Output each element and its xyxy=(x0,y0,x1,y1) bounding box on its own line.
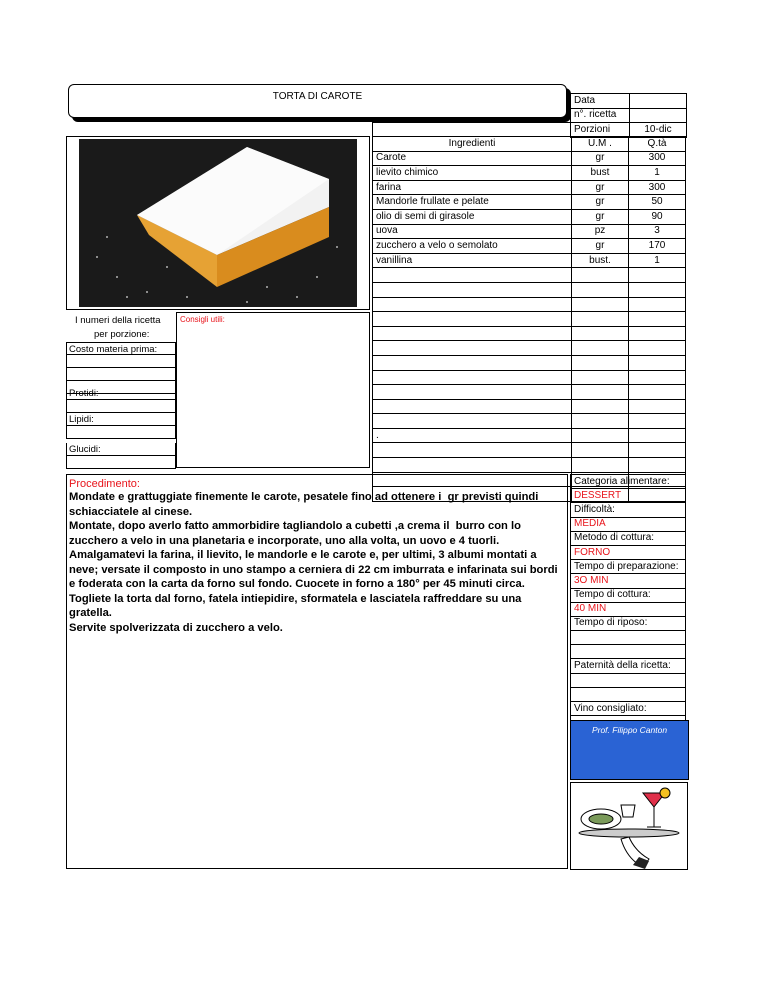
author-name: Prof. Filippo Canton xyxy=(591,725,668,735)
numeri-label-2: per porzione: xyxy=(94,329,150,340)
lipidi-label: Lipidi: xyxy=(66,413,176,426)
numeri-label-1: I numeri della ricetta xyxy=(75,315,161,326)
header-table xyxy=(570,93,687,138)
ingredient-row xyxy=(373,253,686,268)
numero-value xyxy=(630,108,687,123)
ingredient-unit: gr xyxy=(572,239,629,254)
ingredient-qty: 1 xyxy=(629,166,686,181)
ingredient-row xyxy=(373,151,686,166)
waiter-illustration-frame xyxy=(570,782,688,870)
ingredient-row xyxy=(373,239,686,254)
header-spacer xyxy=(372,122,571,137)
consigli-box xyxy=(176,312,370,468)
cake-photo xyxy=(67,137,369,309)
ingredient-name: zucchero a velo o semolato xyxy=(373,239,572,254)
glucidi-label: Glucidi: xyxy=(66,443,176,456)
prep-value: 3O MIN xyxy=(571,574,686,588)
ingredient-name: Mandorle frullate e pelate xyxy=(373,195,572,210)
protidi-label: Protidi: xyxy=(66,387,176,400)
recipe-photo-frame xyxy=(66,136,370,310)
ingredient-unit: gr xyxy=(572,151,629,166)
difficolta-label: Difficoltà: xyxy=(571,503,686,517)
difficolta-value: MEDIA xyxy=(571,517,686,531)
ingredient-qty: 300 xyxy=(629,180,686,195)
ingredient-row xyxy=(373,209,686,224)
ingredient-name: lievito chimico xyxy=(373,166,572,181)
ingredient-name: vanillina xyxy=(373,253,572,268)
recipe-title-box xyxy=(68,84,567,118)
ingredient-name: uova xyxy=(373,224,572,239)
ingredient-qty: 1 xyxy=(629,253,686,268)
ingredient-unit: gr xyxy=(572,180,629,195)
riposo-label: Tempo di riposo: xyxy=(571,616,686,630)
ingredient-unit: bust xyxy=(572,166,629,181)
metodo-label: Metodo di cottura: xyxy=(571,531,686,545)
ingredient-unit: gr xyxy=(572,195,629,210)
ingredient-name: Carote xyxy=(373,151,572,166)
ingredient-qty: 50 xyxy=(629,195,686,210)
categoria-value: DESSERT xyxy=(571,489,686,503)
ingredient-name: farina xyxy=(373,180,572,195)
ingredients-header-qty: Q.tà xyxy=(629,137,686,152)
ingredient-qty: 3 xyxy=(629,224,686,239)
porzioni-label: Porzioni xyxy=(571,123,630,138)
metodo-value: FORNO xyxy=(571,545,686,559)
ingredient-row xyxy=(373,180,686,195)
ingredient-row xyxy=(373,195,686,210)
numero-label: n°. ricetta xyxy=(571,108,630,123)
categoria-label: Categoria alimentare: xyxy=(571,475,686,489)
cottura-label: Tempo di cottura: xyxy=(571,588,686,602)
procedimento-box xyxy=(66,474,568,869)
ingredients-header-unit: U.M . xyxy=(572,137,629,152)
costo-label: Costo materia prima: xyxy=(66,342,176,355)
ingredient-unit: bust. xyxy=(572,253,629,268)
ingredient-qty: 300 xyxy=(629,151,686,166)
ingredient-name: olio di semi di girasole xyxy=(373,209,572,224)
ingredient-unit: gr xyxy=(572,209,629,224)
procedimento-text: Mondate e grattuggiate finemente le carote, pesatele fino ad ottenere i gr previsti quindi schiacciatele al cinese. Montate, dopo averlo fatto ammorbidire tagliandolo a cubetti ,a crema il burro con lo zucchero a velo in una planetaria e incorporate, uno alla volta, un uovo e 4 tuorli. Amalgamatevi la farina, il lievito, le mandorle e le carote e, per ultimi, 3 albumi montati a neve; versate il composto in uno stampo a cerniera di 22 cm imburrata e infarinata sui bordi e foderata con la carta da forno sul fondo. Cuocete in forno a 180° per 45 minuti circa. Togliete la torta dal forno, fatela intiepidire, sformatela e lasciatela raffreddare su una gratella. Servite spolverizzata di zucchero a velo. xyxy=(69,491,558,634)
data-value xyxy=(630,94,687,109)
vino-label: Vino consigliato: xyxy=(571,702,686,716)
consigli-label: Consigli utili: xyxy=(180,315,225,324)
ingredient-row xyxy=(373,166,686,181)
procedimento-label: Procedimento: xyxy=(69,478,140,490)
ingredient-row xyxy=(373,224,686,239)
side-info-table xyxy=(570,474,686,745)
author-box xyxy=(570,720,689,780)
data-label: Data xyxy=(571,94,630,109)
waiter-tray-icon xyxy=(571,783,687,869)
prep-label: Tempo di preparazione: xyxy=(571,560,686,574)
ingredient-qty: 90 xyxy=(629,209,686,224)
ingredients-table xyxy=(372,136,686,502)
ingredients-header-name: Ingredienti xyxy=(373,137,572,152)
ingredient-qty: 170 xyxy=(629,239,686,254)
cottura-value: 40 MIN xyxy=(571,602,686,616)
stray-mark: . xyxy=(373,428,572,443)
porzioni-value: 10-dic xyxy=(630,123,687,138)
ingredient-unit: pz xyxy=(572,224,629,239)
paternita-label: Paternità della ricetta: xyxy=(571,659,686,673)
recipe-title: TORTA DI CAROTE xyxy=(272,91,363,102)
